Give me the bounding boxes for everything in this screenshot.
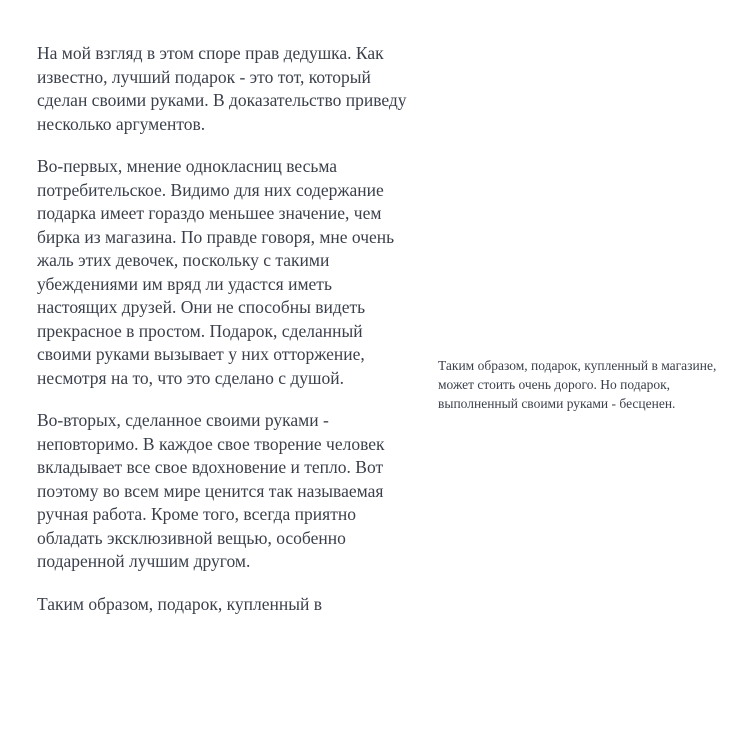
paragraph-first-argument: Во-первых, мнение однокласниц весьма потребительское. Видимо для них содержание подарка имеет гораздо меньшее значение, чем бирка из магазина. По правде говоря, мне очень жаль этих девочек, поскольку с такими убеждениями им вряд ли удастся иметь настоящих друзей. Они не способны видеть прекрасное в простом. Подарок, сделанный своими руками вызывает у них отторжение, несмотря на то, что это сделано с душой. <box>37 156 395 388</box>
essay-text <box>37 42 409 635</box>
paragraph-second-argument: Во-вторых, сделанное своими руками - неповторимо. В каждое свое творение человек вкладывает все свое вдохновение и тепло. Вот поэтому во всем мире ценится так называемая ручная работа. Кроме того, всегда приятно обладать эксклюзивной вещью, особенно подаренной лучшим другом. <box>37 410 385 571</box>
paragraph-intro: На мой взгляд в этом споре прав дедушка. Как известно, лучший подарок - это тот, который сделан своими руками. В доказательство приведу несколько аргументов. <box>37 43 407 134</box>
conclusion-side-note: Таким образом, подарок, купленный в магазине, может стоить очень дорого. Но подарок, выполненный своими руками - бесценен. <box>438 358 717 411</box>
paragraph-conclusion-start: Таким образом, подарок, купленный в <box>37 593 322 614</box>
